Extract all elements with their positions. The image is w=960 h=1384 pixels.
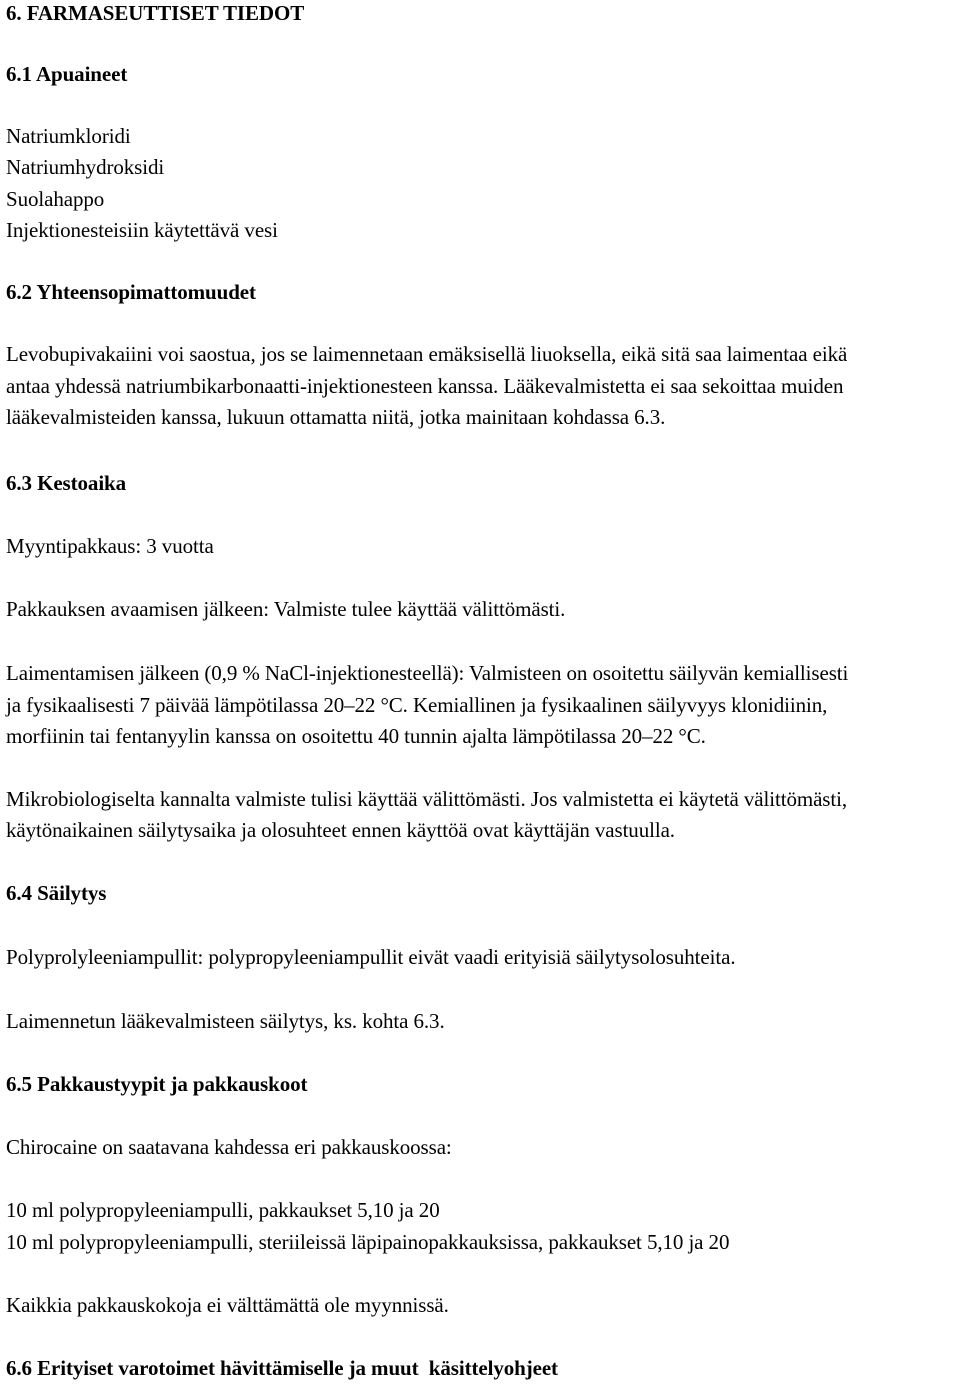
heading-6-6: 6.6 Erityiset varotoimet hävittämiselle ja muut käsittelyohjeet (6, 1356, 558, 1380)
storage-diluted: Laimennetun lääkevalmisteen säilytys, ks. kohta 6.3. (6, 1009, 445, 1033)
storage-ampoules: Polyprolyleeniampullit: polypropyleeniampullit eivät vaadi erityisiä säilytysolosuhteita. (6, 945, 736, 969)
incompatibility-text-line: antaa yhdessä natriumbikarbonaatti-injektionesteen kanssa. Lääkevalmistetta ei saa sekoittaa muiden (6, 374, 844, 398)
heading-6-2: 6.2 Yhteensopimattomuudet (6, 280, 256, 304)
excipient-item: Suolahappo (6, 187, 105, 211)
pack-availability-note: Kaikkia pakkauskokoja ei välttämättä ole myynnissä. (6, 1293, 449, 1317)
heading-6-3: 6.3 Kestoaika (6, 471, 127, 495)
section-title: 6. FARMASEUTTISET TIEDOT (6, 1, 305, 25)
excipient-item: Natriumkloridi (6, 124, 131, 148)
excipient-item: Injektionesteisiin käytettävä vesi (6, 218, 278, 242)
pack-size-item: 10 ml polypropyleeniampulli, pakkaukset 5,10 ja 20 (6, 1198, 440, 1222)
microbiology-text-line: Mikrobiologiselta kannalta valmiste tulisi käyttää välittömästi. Jos valmistetta ei käytetä välittömästi, (6, 787, 847, 811)
incompatibility-text-line: Levobupivakaiini voi saostua, jos se laimennetaan emäksisellä liuoksella, eikä sitä saa laimentaa eikä (6, 342, 848, 366)
heading-6-5: 6.5 Pakkaustyypit ja pakkauskoot (6, 1072, 308, 1096)
dilution-stability-line: Laimentamisen jälkeen (0,9 % NaCl-injektionesteellä): Valmisteen on osoitettu säilyvän kemiallisesti (6, 661, 849, 685)
pack-size-item: 10 ml polypropyleeniampulli, steriileissä läpipainopakkauksissa, pakkaukset 5,10 ja 20 (6, 1230, 730, 1254)
heading-6-1: 6.1 Apuaineet (6, 62, 128, 86)
shelf-life-sales-pack: Myyntipakkaus: 3 vuotta (6, 534, 214, 558)
shelf-life-after-opening: Pakkauksen avaamisen jälkeen: Valmiste tulee käyttää välittömästi. (6, 597, 566, 621)
microbiology-text-line: käytönaikainen säilytysaika ja olosuhteet ennen käyttöä ovat käyttäjän vastuulla. (6, 818, 675, 842)
heading-6-4: 6.4 Säilytys (6, 881, 107, 905)
excipient-item: Natriumhydroksidi (6, 155, 165, 179)
pack-intro: Chirocaine on saatavana kahdessa eri pakkauskoossa: (6, 1135, 452, 1159)
dilution-stability-line: morfiinin tai fentanyylin kanssa on osoitettu 40 tunnin ajalta lämpötilassa 20–22 °C. (6, 724, 706, 748)
incompatibility-text-line: lääkevalmisteiden kanssa, lukuun ottamatta niitä, jotka mainitaan kohdassa 6.3. (6, 405, 666, 429)
dilution-stability-line: ja fysikaalisesti 7 päivää lämpötilassa 20–22 °C. Kemiallinen ja fysikaalinen säilyvyys klonidiinin, (6, 693, 828, 717)
